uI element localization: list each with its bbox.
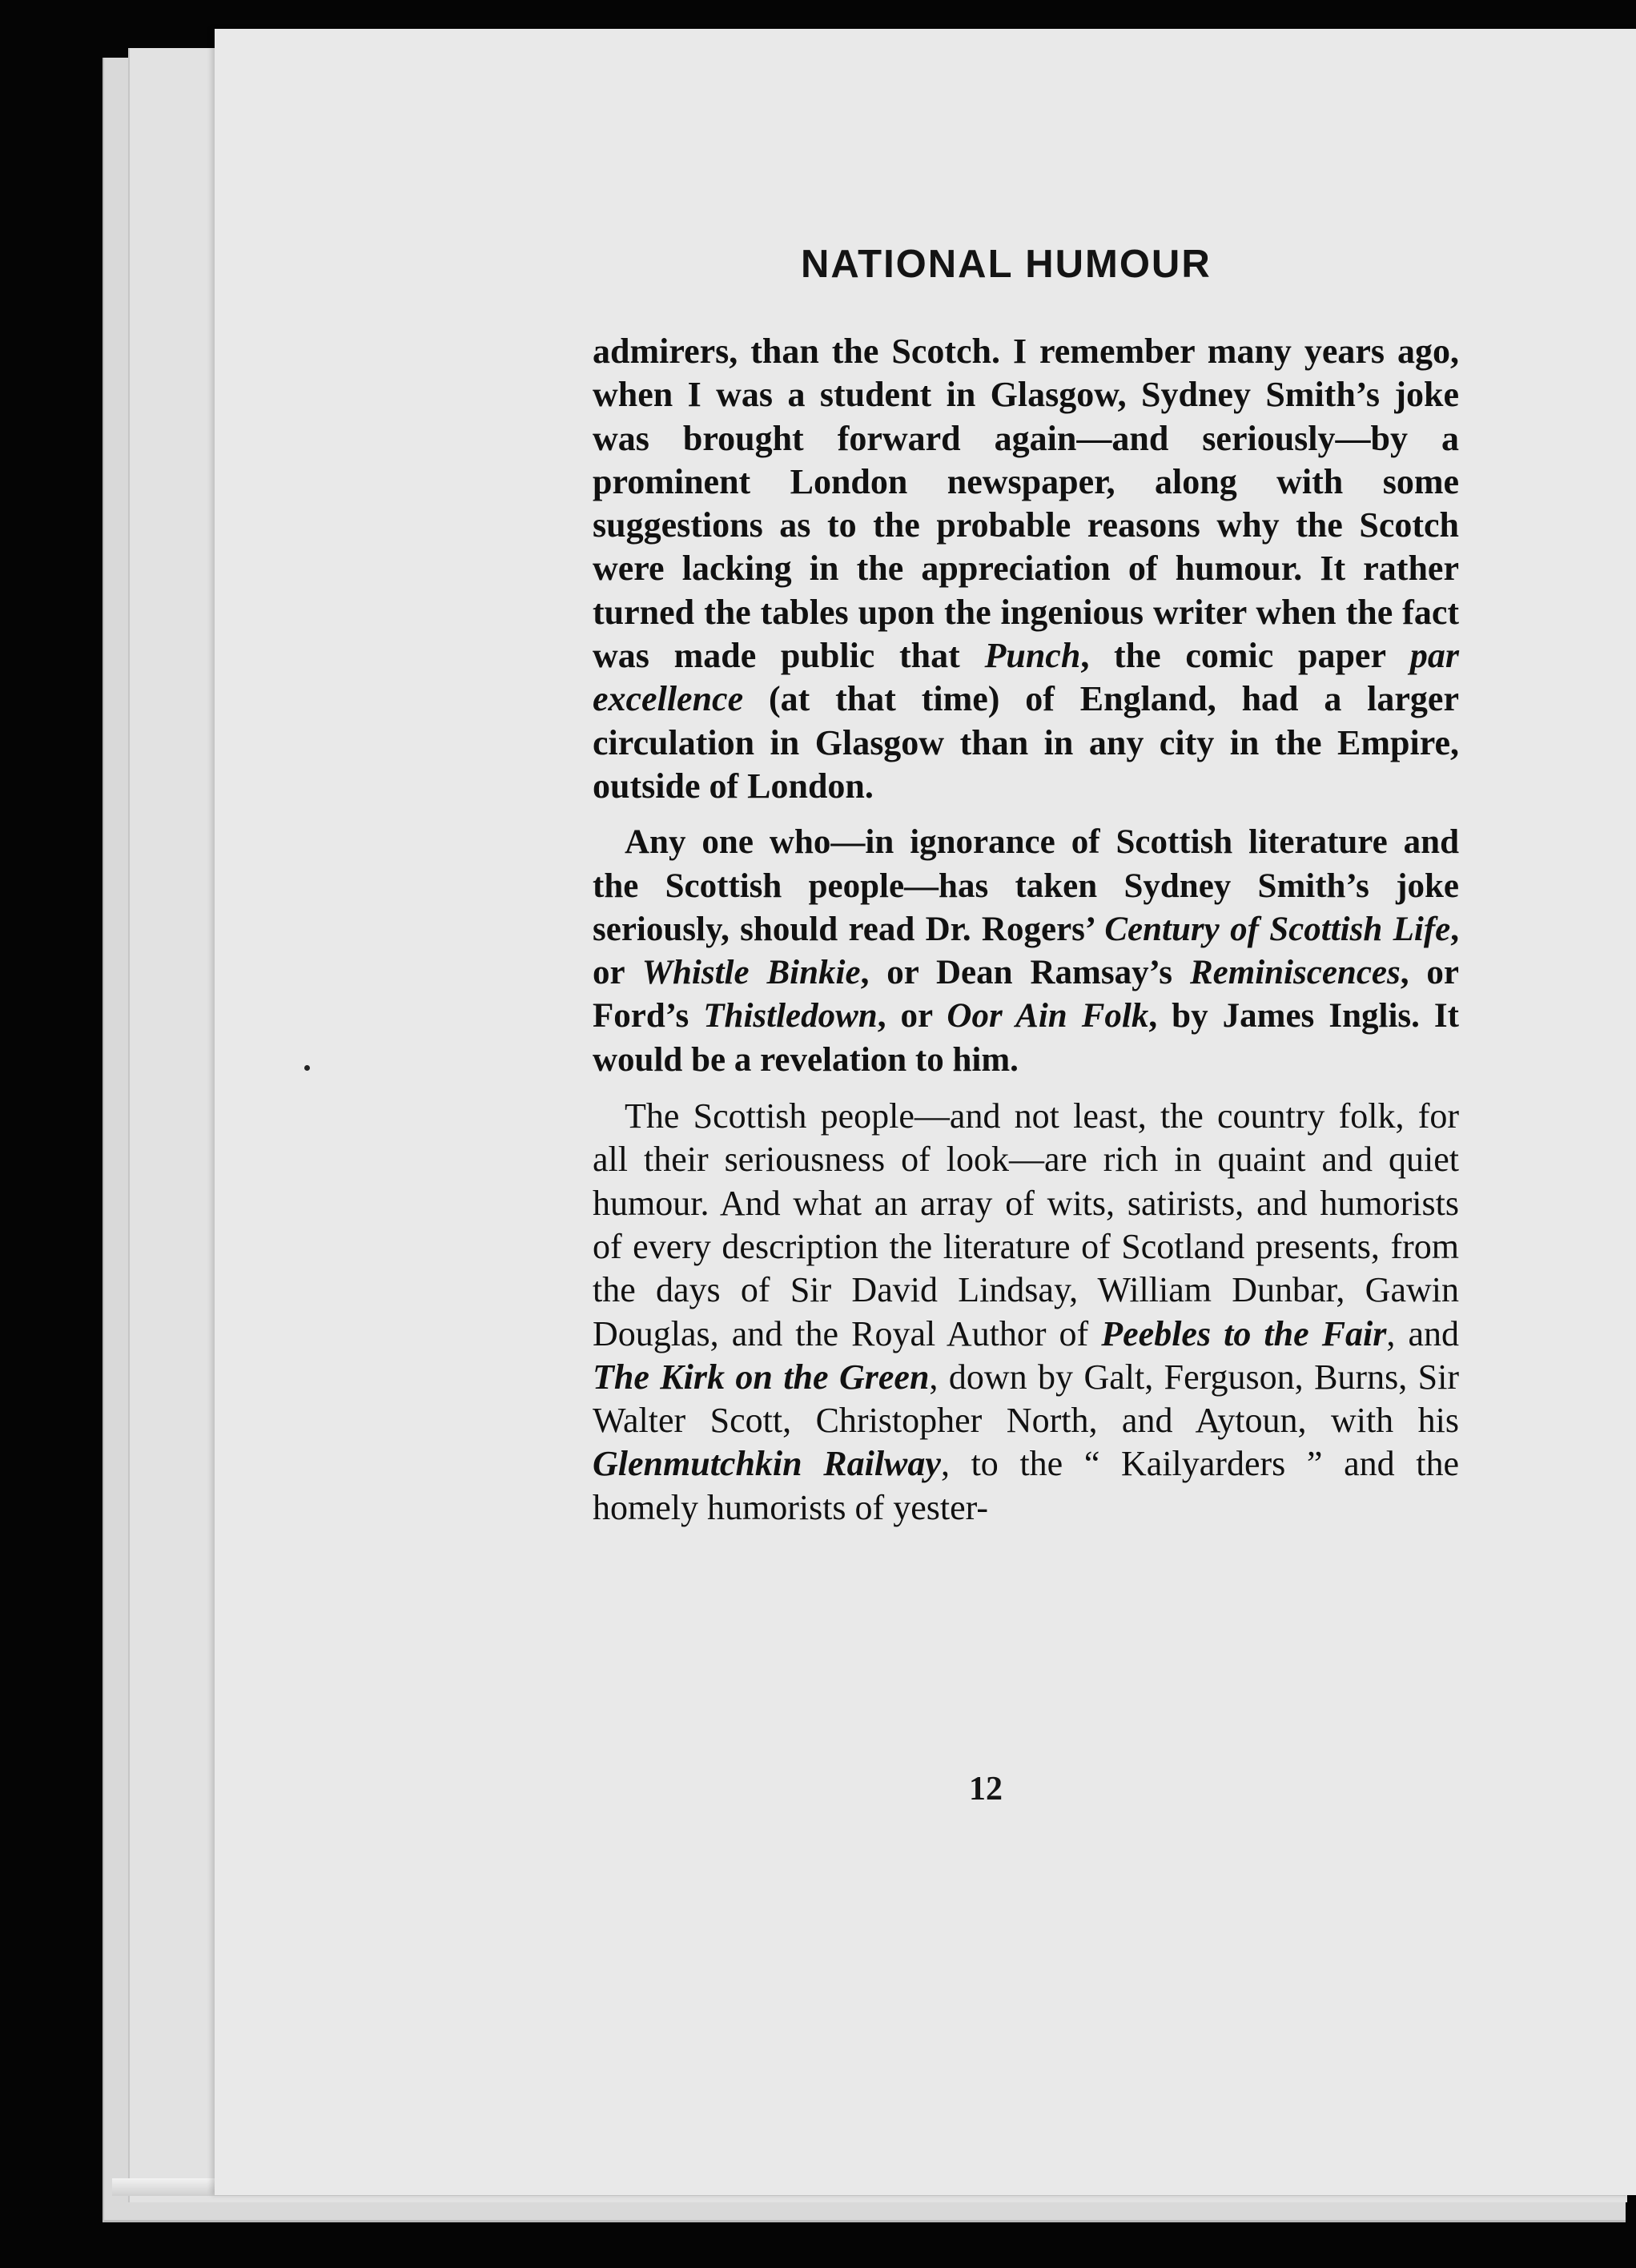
title-reference: par excellence	[593, 636, 1459, 719]
title-reference: Reminiscences	[1189, 954, 1401, 992]
text-run: , to the “ Kailyarders ” and the homely humorists of yester-	[593, 1444, 1459, 1527]
text-run: , or	[593, 910, 1459, 992]
title-reference: Peebles to the Fair	[1101, 1313, 1387, 1353]
ink-speck	[304, 1065, 310, 1071]
body-text	[593, 330, 1459, 1542]
text-run: , and	[1386, 1313, 1459, 1353]
paragraph-2	[593, 821, 1459, 1082]
title-reference: Glenmutchkin Railway	[593, 1444, 941, 1484]
text-run: , by James Inglis. It would be a revelation to him.	[593, 997, 1459, 1079]
text-run: , the comic paper	[1080, 636, 1410, 676]
text-run: , or Dean Ramsay’s	[860, 954, 1190, 992]
text-run: , down by Galt, Ferguson, Burns, Sir Walter Scott, Christopher North, and Aytoun, with his	[593, 1357, 1459, 1441]
title-reference: The Kirk on the Green	[593, 1357, 930, 1397]
text-run: admirers, than the Scotch. I remember many years ago, when I was a student in Glasgow, Sydney Smith’s joke was brought forward again—and seriously—by a prominent London newspaper, along with some suggestions as to the probable reasons why the Scotch were lacking in the appreciation of humour. It rather turned the tables upon the ingenious writer when the fact was made public that	[593, 332, 1459, 676]
paragraph-3	[593, 1095, 1459, 1530]
page-number: 12	[969, 1771, 1003, 1808]
title-reference: Whistle Binkie	[641, 954, 861, 992]
text-run: , or Ford’s	[593, 954, 1460, 1035]
title-reference: Century of Scottish Life	[1104, 910, 1451, 948]
title-reference: Thistledown	[703, 997, 878, 1035]
text-run: , or	[877, 997, 947, 1035]
text-run: The Scottish people—and not least, the country folk, for all their seriousness of look—are rich in quaint and quiet humour. And what an array of wits, satirists, and humorists of every description the literature of Scotland presents, from the days of Sir David Lindsay, William Dunbar, Gawin Douglas, and the Royal Author of	[593, 1096, 1459, 1353]
title-reference: Punch	[984, 636, 1081, 676]
running-head: NATIONAL HUMOUR	[801, 243, 1212, 286]
paragraph-1	[593, 330, 1459, 808]
text-run: Any one who—in ignorance of Scottish literature and the Scottish people—has taken Sydney Smith’s joke seriously, should read Dr. Rogers’	[593, 823, 1459, 948]
text-run: (at that time) of England, had a larger circulation in Glasgow than in any city in the Empire, outside of London.	[593, 679, 1459, 806]
title-reference: Oor Ain Folk	[947, 997, 1149, 1035]
